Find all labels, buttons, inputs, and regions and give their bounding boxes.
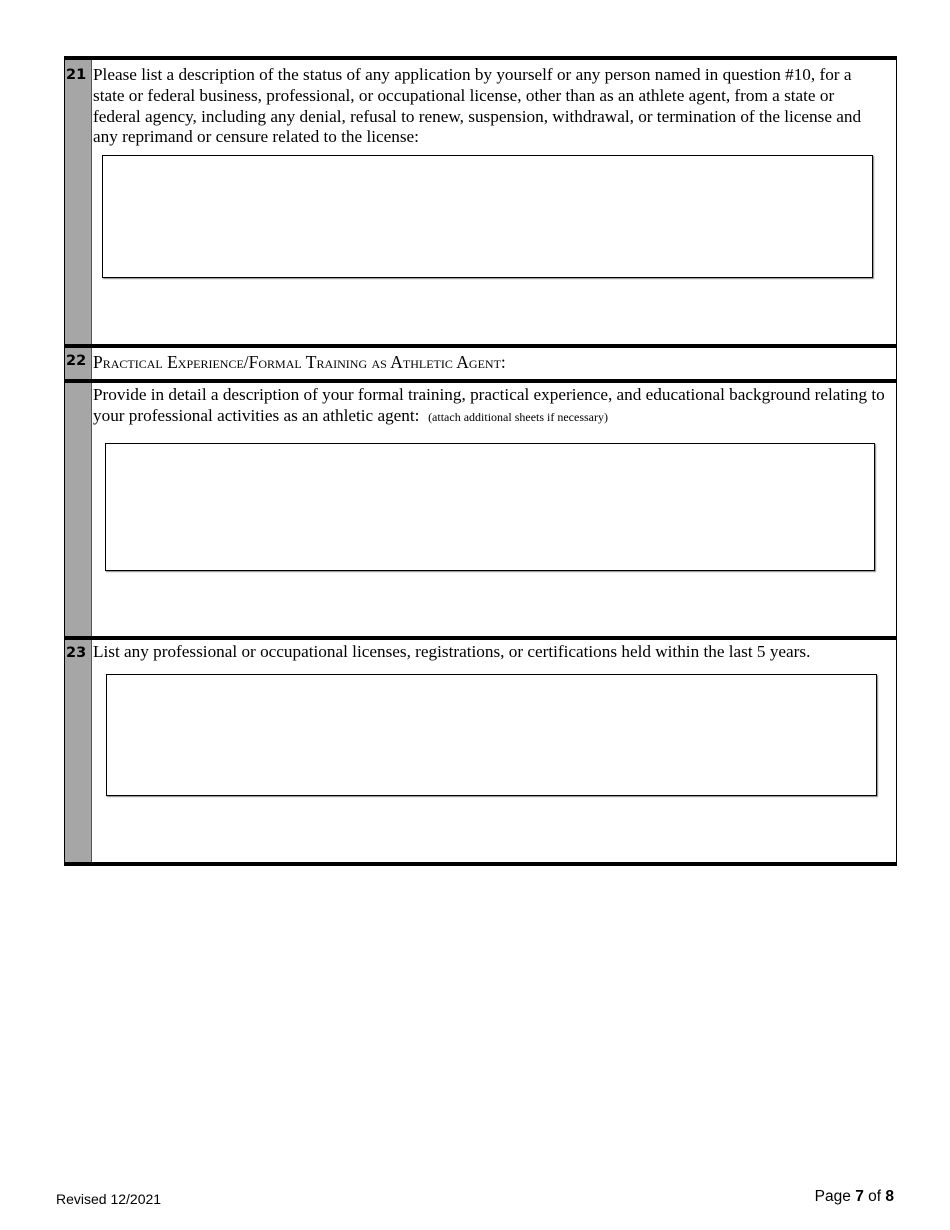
question-number: 22 bbox=[66, 353, 87, 369]
question-number-cell bbox=[65, 348, 92, 379]
page-number bbox=[815, 1188, 894, 1206]
question-23-row bbox=[65, 636, 896, 866]
question-23-text: List any professional or occupational licenses, registrations, or certifications held within the last 5 years. bbox=[93, 642, 811, 661]
question-22-heading-row bbox=[65, 344, 896, 379]
page-label: Page bbox=[814, 1188, 851, 1205]
question-21-row bbox=[65, 56, 896, 344]
question-22-answer-field[interactable] bbox=[105, 443, 875, 571]
question-number-cell bbox=[65, 383, 92, 636]
question-number-cell bbox=[65, 60, 92, 344]
question-22-row bbox=[65, 379, 896, 636]
question-number: 23 bbox=[66, 645, 87, 661]
revised-date: Revised 12/2021 bbox=[56, 1191, 162, 1207]
page-total: 8 bbox=[885, 1188, 894, 1205]
question-22-note: (attach additional sheets if necessary) bbox=[428, 409, 608, 424]
question-number: 21 bbox=[66, 67, 87, 83]
question-22-heading: Practical Experience/Formal Training as Athletic Agent: bbox=[93, 352, 506, 372]
question-22-text bbox=[92, 383, 896, 428]
question-23-answer-field[interactable] bbox=[106, 674, 877, 796]
question-21-text: Please list a description of the status of any application by yourself or any person named in question #10, for a state or federal business, professional, or occupational license, other than as an athlete agent, from a state or federal agency, including any denial, refusal to renew, suspension, withdrawal, or termination of the license and any reprimand or censure related to the license: bbox=[93, 65, 862, 147]
question-22-description: Provide in detail a description of your formal training, practical experience, and educational background relating to your professional activities as an athletic agent: bbox=[93, 385, 885, 425]
form-table bbox=[64, 56, 897, 866]
question-number-cell bbox=[65, 640, 92, 862]
page-current: 7 bbox=[855, 1188, 864, 1205]
page-of: of bbox=[868, 1188, 882, 1205]
question-21-answer-field[interactable] bbox=[102, 155, 873, 278]
